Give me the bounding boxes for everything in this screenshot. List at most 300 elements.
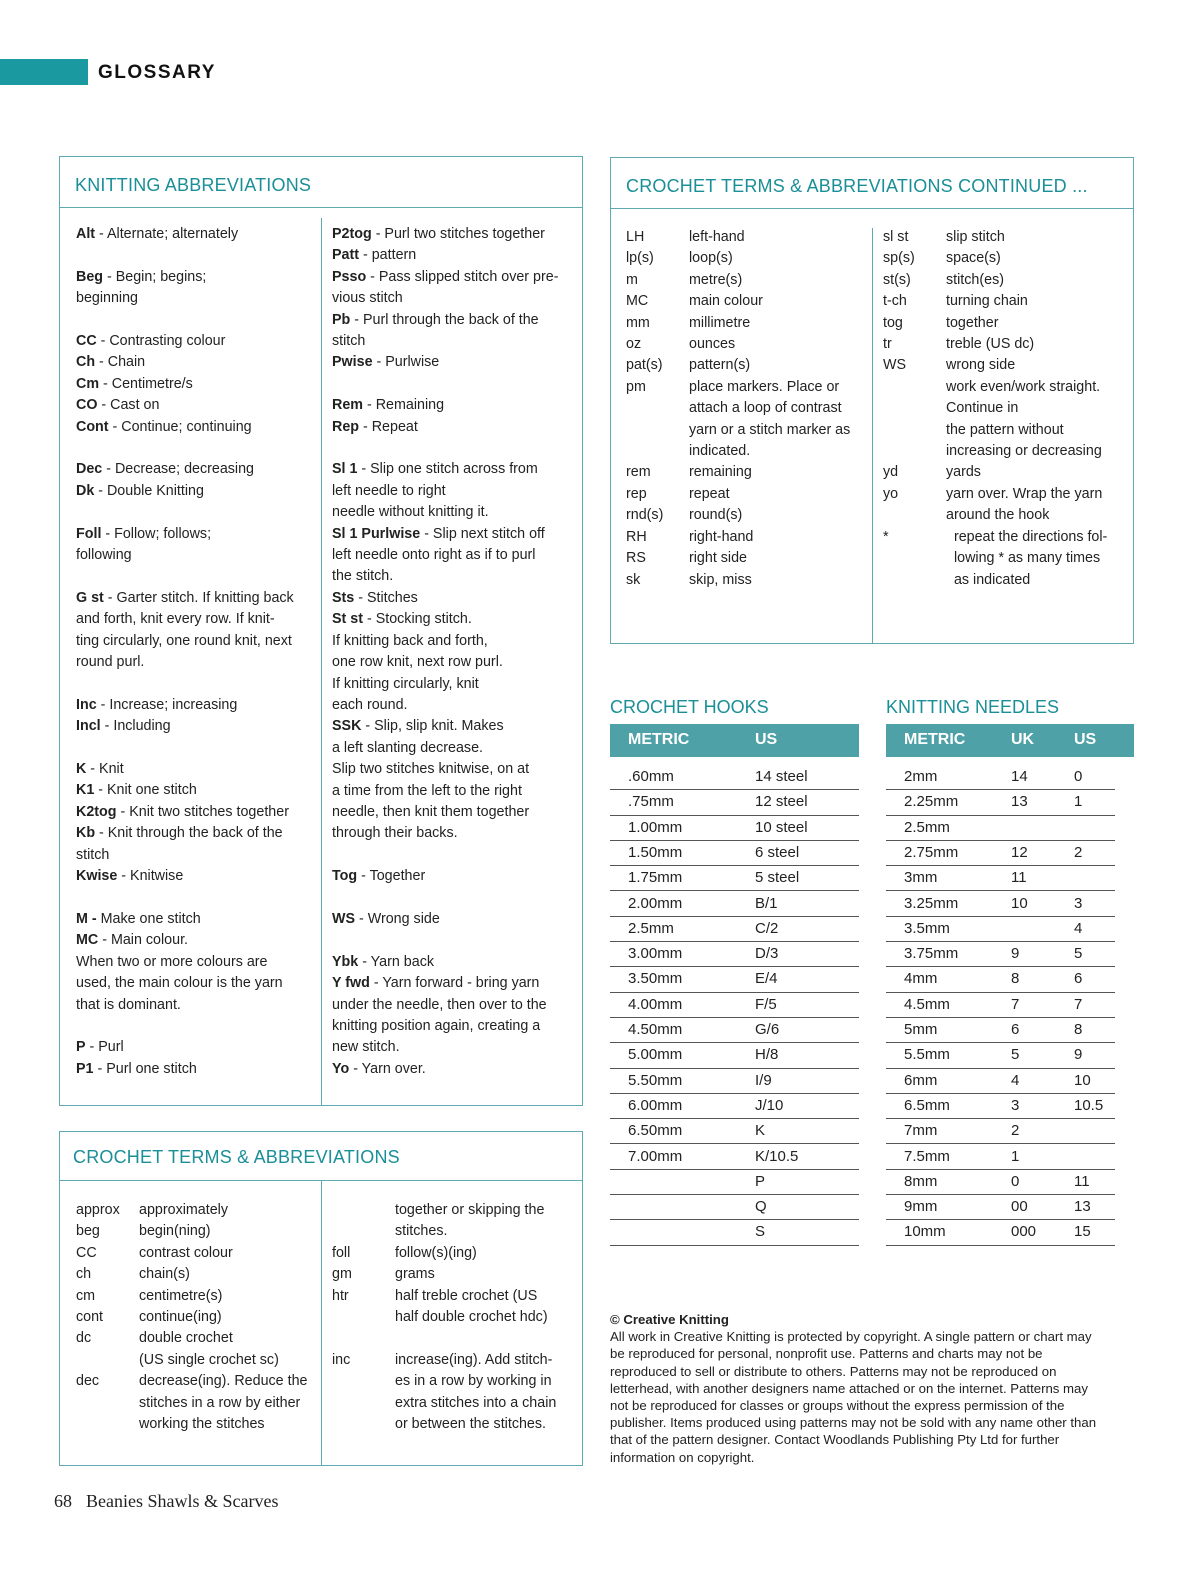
glossary-line bbox=[332, 310, 577, 331]
term-definition: ting circularly, one round knit, next bbox=[76, 632, 292, 649]
table-cell: 5.5mm bbox=[904, 1046, 950, 1064]
glossary-line bbox=[76, 823, 316, 844]
term-abbrev: P2tog bbox=[332, 226, 372, 242]
term-definition: - Stocking stitch. bbox=[362, 611, 472, 628]
copyright-body bbox=[610, 1328, 1135, 1466]
table-cell: 7mm bbox=[904, 1122, 938, 1140]
term-definition: grams bbox=[395, 1266, 435, 1283]
glossary-line bbox=[76, 545, 316, 566]
term-abbrev: Foll bbox=[76, 525, 102, 542]
table-cell: 00 bbox=[1011, 1198, 1028, 1216]
term-definition: knitting position again, creating a bbox=[332, 1017, 541, 1034]
table-cell: 5mm bbox=[904, 1021, 938, 1038]
glossary-line bbox=[76, 716, 316, 737]
term-definition: - Knit one stitch bbox=[94, 782, 197, 799]
term-abbrev: Cm bbox=[76, 375, 100, 392]
term-definition: - Slip, slip knit. Makes bbox=[361, 718, 504, 735]
term-definition: - Main colour. bbox=[98, 932, 189, 949]
term-abbrev: mm bbox=[626, 314, 650, 331]
term-definition: turning chain bbox=[946, 293, 1028, 310]
term-definition: under the needle, then over to the bbox=[332, 996, 547, 1013]
term-definition: half double crochet hdc) bbox=[395, 1309, 548, 1326]
term-row bbox=[883, 505, 1128, 526]
term-definition: a left slanting decrease. bbox=[332, 739, 484, 756]
table-cell: F/5 bbox=[755, 995, 777, 1013]
term-abbrev: Tog bbox=[332, 868, 358, 885]
glossary-line bbox=[332, 716, 577, 737]
page-title: GLOSSARY bbox=[98, 62, 216, 83]
page-footer bbox=[54, 1491, 278, 1512]
table-cell: S bbox=[755, 1223, 766, 1241]
term-abbrev: MC bbox=[626, 293, 649, 310]
term-row bbox=[626, 291, 871, 312]
term-definition: - Slip one stitch across from bbox=[357, 461, 538, 478]
glossary-line bbox=[332, 674, 577, 695]
table-row bbox=[886, 1069, 1115, 1094]
term-row bbox=[626, 441, 871, 462]
glossary-line bbox=[76, 695, 316, 716]
term-abbrev: tr bbox=[883, 336, 892, 353]
term-row bbox=[626, 248, 871, 269]
knitting-abbreviations-box bbox=[59, 156, 583, 1106]
term-row bbox=[626, 527, 871, 548]
term-abbrev: P1 bbox=[76, 1060, 94, 1077]
term-row bbox=[76, 1264, 316, 1285]
knitting-needles-header bbox=[886, 724, 1134, 757]
table-cell: 9 bbox=[1074, 1046, 1083, 1064]
table-cell: 2.5mm bbox=[628, 919, 674, 937]
section-title: CROCHET TERMS & ABBREVIATIONS bbox=[73, 1147, 400, 1167]
table-cell: .60mm bbox=[628, 768, 674, 785]
table-cell: 10mm bbox=[904, 1223, 946, 1241]
term-row bbox=[332, 1414, 577, 1435]
glossary-line bbox=[76, 973, 316, 994]
term-abbrev: WS bbox=[883, 357, 907, 374]
term-definition: yarn or a stitch marker as bbox=[689, 421, 851, 438]
term-abbrev: foll bbox=[332, 1244, 351, 1261]
table-cell: 1.00mm bbox=[628, 818, 683, 836]
term-abbrev: htr bbox=[332, 1287, 349, 1304]
term-definition: lowing * as many times bbox=[946, 550, 1101, 567]
term-row bbox=[76, 1221, 316, 1242]
glossary-line bbox=[76, 952, 316, 973]
table-row bbox=[610, 1094, 859, 1119]
table-cell: 000 bbox=[1011, 1223, 1037, 1241]
glossary-line bbox=[332, 524, 577, 545]
table-cell: 6 bbox=[1074, 970, 1083, 988]
table-cell: E/4 bbox=[755, 970, 778, 988]
term-abbrev: Beg bbox=[76, 268, 104, 285]
term-definition: (US single crochet sc) bbox=[139, 1351, 279, 1368]
term-definition: repeat bbox=[689, 485, 730, 502]
term-abbrev: M - bbox=[76, 910, 97, 927]
table-cell: K/10.5 bbox=[755, 1147, 799, 1165]
table-cell: 8 bbox=[1011, 970, 1020, 988]
term-abbrev: SSK bbox=[332, 718, 362, 735]
glossary-line bbox=[332, 909, 577, 930]
term-abbrev: Cont bbox=[76, 418, 109, 435]
glossary-line bbox=[76, 524, 316, 545]
table-cell: 3.5mm bbox=[904, 919, 950, 937]
term-abbrev: lp(s) bbox=[626, 250, 654, 267]
table-cell: 4.5mm bbox=[904, 995, 950, 1013]
term-row bbox=[76, 1307, 316, 1328]
term-definition: - Decrease; decreasing bbox=[102, 461, 255, 478]
term-abbrev: Ybk bbox=[332, 953, 359, 970]
term-row bbox=[626, 355, 871, 376]
table-row bbox=[610, 841, 859, 866]
term-abbrev: Inc bbox=[76, 696, 97, 713]
term-definition: together bbox=[946, 314, 999, 331]
term-abbrev: rep bbox=[626, 485, 647, 502]
table-row bbox=[886, 816, 1115, 841]
term-abbrev: st(s) bbox=[883, 271, 911, 288]
term-row bbox=[626, 398, 871, 419]
copyright-line: not be reproduced for classes or groups without the express permission of the bbox=[610, 1398, 1065, 1414]
term-row bbox=[76, 1328, 316, 1349]
term-definition: - Purl through the back of the bbox=[350, 311, 539, 328]
term-abbrev: rnd(s) bbox=[626, 507, 664, 524]
table-cell: 2.5mm bbox=[904, 818, 950, 836]
term-row bbox=[883, 548, 1128, 569]
term-definition: approximately bbox=[139, 1202, 228, 1218]
term-abbrev: cm bbox=[76, 1287, 96, 1304]
term-definition: - Together bbox=[357, 868, 426, 885]
table-cell: 1 bbox=[1074, 793, 1083, 811]
term-definition: - Wrong side bbox=[355, 910, 440, 927]
term-definition: When two or more colours are bbox=[76, 953, 268, 970]
glossary-line bbox=[332, 588, 577, 609]
glossary-line bbox=[332, 930, 577, 951]
table-cell: 15 bbox=[1074, 1223, 1091, 1241]
term-abbrev: Sl 1 bbox=[332, 461, 358, 478]
glossary-line bbox=[332, 995, 577, 1016]
table-row bbox=[886, 1220, 1115, 1245]
glossary-line bbox=[76, 845, 316, 866]
column-header-metric: METRIC bbox=[628, 731, 690, 748]
table-cell: 0 bbox=[1011, 1172, 1020, 1190]
term-definition: one row knit, next row purl. bbox=[332, 654, 503, 671]
table-cell: 10 bbox=[1011, 894, 1028, 912]
table-cell: 4 bbox=[1011, 1071, 1020, 1089]
table-row bbox=[886, 942, 1115, 967]
term-row bbox=[626, 227, 871, 248]
table-row bbox=[610, 1195, 859, 1220]
table-cell: 6mm bbox=[904, 1071, 938, 1089]
table-row bbox=[610, 993, 859, 1018]
term-row bbox=[626, 377, 871, 398]
table-cell: G/6 bbox=[755, 1021, 780, 1038]
glossary-line bbox=[332, 331, 577, 352]
term-definition: around the hook bbox=[946, 507, 1050, 524]
table-row bbox=[610, 1043, 859, 1068]
table-cell: 11 bbox=[1011, 869, 1027, 887]
table-cell: 10.5 bbox=[1074, 1096, 1104, 1114]
term-definition: - Alternate; alternately bbox=[95, 226, 239, 242]
term-abbrev: Sts bbox=[332, 589, 355, 606]
term-definition: attach a loop of contrast bbox=[689, 400, 842, 417]
glossary-line bbox=[76, 245, 316, 266]
knitting-abbrev-right-column bbox=[332, 224, 577, 1080]
crochet-hooks-header bbox=[610, 724, 859, 757]
term-definition: - Double Knitting bbox=[94, 482, 204, 499]
table-cell: H/8 bbox=[755, 1046, 779, 1064]
glossary-line bbox=[76, 909, 316, 930]
term-row bbox=[626, 334, 871, 355]
term-abbrev: ch bbox=[76, 1266, 92, 1283]
term-definition: Make one stitch bbox=[96, 910, 201, 927]
term-definition: through their backs. bbox=[332, 825, 458, 842]
table-cell: B/1 bbox=[755, 894, 778, 912]
glossary-line bbox=[76, 502, 316, 523]
column-header-us: US bbox=[755, 731, 778, 748]
glossary-line bbox=[332, 245, 577, 266]
glossary-line bbox=[76, 288, 316, 309]
term-row bbox=[883, 377, 1128, 398]
table-row bbox=[610, 942, 859, 967]
term-row bbox=[332, 1371, 577, 1392]
term-definition: millimetre bbox=[689, 314, 751, 331]
glossary-line bbox=[76, 1059, 316, 1080]
table-row bbox=[610, 967, 859, 992]
term-row bbox=[883, 570, 1128, 591]
table-cell: D/3 bbox=[755, 945, 779, 963]
table-cell: 3.75mm bbox=[904, 945, 959, 963]
glossary-line bbox=[332, 1059, 577, 1080]
term-definition: vious stitch bbox=[332, 290, 403, 307]
copyright-title: © Creative Knitting bbox=[610, 1312, 729, 1327]
term-definition: If knitting back and forth, bbox=[332, 632, 488, 649]
term-row bbox=[332, 1393, 577, 1414]
copyright-line: be reproduced for personal, nonprofit use. Patterns and charts may not be bbox=[610, 1346, 1043, 1362]
term-definition: right-hand bbox=[689, 528, 754, 545]
term-abbrev: CC bbox=[76, 333, 97, 349]
term-row bbox=[332, 1350, 577, 1371]
glossary-line bbox=[332, 288, 577, 309]
term-definition: and forth, knit every row. If knit- bbox=[76, 611, 275, 628]
table-cell: 10 bbox=[1074, 1071, 1091, 1089]
glossary-line bbox=[76, 887, 316, 908]
table-cell: 4.00mm bbox=[628, 995, 683, 1013]
table-row bbox=[886, 892, 1115, 917]
page-number: 68 bbox=[54, 1491, 72, 1511]
term-abbrev: CC bbox=[76, 1244, 97, 1261]
copyright-line: letterhead, with another designers name attached or on the internet. Patterns may bbox=[610, 1380, 1088, 1396]
term-row bbox=[626, 313, 871, 334]
term-abbrev: WS bbox=[332, 910, 356, 927]
glossary-line bbox=[332, 352, 577, 373]
table-cell: 3.50mm bbox=[628, 970, 683, 988]
term-row bbox=[883, 313, 1128, 334]
table-cell: Q bbox=[755, 1198, 767, 1216]
term-row bbox=[332, 1221, 577, 1242]
term-definition: - Purl two stitches together bbox=[371, 226, 545, 242]
glossary-line bbox=[76, 866, 316, 887]
term-definition: - Garter stitch. If knitting back bbox=[103, 589, 294, 606]
term-definition: stitches in a row by either bbox=[139, 1394, 301, 1411]
glossary-line bbox=[76, 481, 316, 502]
table-row bbox=[610, 816, 859, 841]
glossary-line bbox=[332, 888, 577, 909]
term-definition: - Yarn forward - bring yarn bbox=[369, 975, 540, 992]
term-definition: work even/work straight. bbox=[946, 378, 1101, 395]
term-row bbox=[76, 1393, 316, 1414]
term-definition: increase(ing). Add stitch- bbox=[395, 1351, 553, 1368]
term-abbrev: RS bbox=[626, 550, 646, 567]
term-row bbox=[76, 1350, 316, 1371]
table-cell: 6.5mm bbox=[904, 1096, 950, 1114]
term-definition: stitch bbox=[76, 846, 110, 863]
section-title: KNITTING ABBREVIATIONS bbox=[75, 175, 312, 195]
term-definition: - Increase; increasing bbox=[96, 696, 238, 713]
table-row bbox=[610, 917, 859, 942]
term-abbrev: * bbox=[883, 528, 889, 545]
term-definition: centimetre(s) bbox=[139, 1287, 223, 1304]
table-cell: J/10 bbox=[755, 1096, 784, 1114]
term-row bbox=[626, 505, 871, 526]
term-abbrev: yd bbox=[883, 464, 899, 481]
term-definition: - Begin; begins; bbox=[103, 268, 207, 285]
term-abbrev: MC bbox=[76, 932, 99, 949]
term-abbrev: P bbox=[76, 1039, 86, 1056]
term-row bbox=[332, 1328, 577, 1349]
glossary-line bbox=[332, 973, 577, 994]
glossary-line bbox=[332, 438, 577, 459]
table-cell: P bbox=[755, 1172, 766, 1190]
glossary-line bbox=[76, 995, 316, 1016]
knitting-abbrev-left-column bbox=[76, 224, 316, 1080]
term-row bbox=[626, 548, 871, 569]
table-cell: 9mm bbox=[904, 1198, 938, 1216]
glossary-line bbox=[76, 267, 316, 288]
term-definition: - pattern bbox=[359, 247, 417, 264]
table-cell: 3.25mm bbox=[904, 894, 959, 912]
term-definition: - Repeat bbox=[359, 418, 418, 435]
term-definition: - Follow; follows; bbox=[101, 525, 212, 542]
table-row bbox=[886, 790, 1115, 815]
term-definition: that is dominant. bbox=[76, 996, 181, 1013]
table-row bbox=[886, 765, 1115, 790]
glossary-line bbox=[76, 738, 316, 759]
table-cell: 1 bbox=[1011, 1147, 1020, 1165]
term-definition: yards bbox=[946, 464, 981, 481]
term-definition: - Chain bbox=[95, 354, 146, 371]
table-cell: 6 steel bbox=[755, 843, 800, 861]
glossary-line bbox=[332, 609, 577, 630]
term-definition: space(s) bbox=[946, 250, 1001, 267]
term-definition: es in a row by working in bbox=[395, 1373, 552, 1390]
term-definition: pattern(s) bbox=[689, 357, 751, 374]
term-definition: needle without knitting it. bbox=[332, 504, 489, 521]
column-header-us: US bbox=[1074, 731, 1097, 748]
glossary-line bbox=[76, 673, 316, 694]
table-row bbox=[610, 892, 859, 917]
term-abbrev: cont bbox=[76, 1309, 104, 1326]
term-definition: decrease(ing). Reduce the bbox=[139, 1373, 308, 1390]
term-definition: - Including bbox=[100, 718, 171, 735]
term-row bbox=[332, 1307, 577, 1328]
table-cell: K bbox=[755, 1122, 766, 1140]
term-definition: - Cast on bbox=[97, 397, 160, 414]
glossary-line bbox=[332, 759, 577, 780]
box-header bbox=[60, 1132, 582, 1181]
term-abbrev: inc bbox=[332, 1351, 351, 1368]
table-cell: 8 bbox=[1074, 1021, 1083, 1038]
crochet-terms-continued-box bbox=[610, 157, 1134, 644]
term-abbrev: Alt bbox=[76, 226, 96, 242]
column-header-uk: UK bbox=[1011, 731, 1035, 748]
table-cell: 6 bbox=[1011, 1021, 1020, 1038]
table-cell: 13 bbox=[1074, 1198, 1091, 1216]
glossary-line bbox=[332, 802, 577, 823]
table-cell: 5.50mm bbox=[628, 1071, 683, 1089]
table-cell: 14 bbox=[1011, 768, 1028, 785]
table-row bbox=[610, 1069, 859, 1094]
term-row bbox=[332, 1200, 577, 1221]
term-definition: as indicated bbox=[946, 571, 1031, 588]
table-cell: 2 bbox=[1011, 1122, 1020, 1140]
box-header bbox=[611, 158, 1133, 209]
table-cell: 5 steel bbox=[755, 869, 800, 887]
table-cell: 3.00mm bbox=[628, 945, 683, 963]
section-title: CROCHET TERMS & ABBREVIATIONS CONTINUED ... bbox=[626, 176, 1088, 196]
term-abbrev: Y fwd bbox=[332, 975, 370, 992]
term-definition: Slip two stitches knitwise, on at bbox=[332, 761, 530, 778]
term-abbrev: beg bbox=[76, 1223, 100, 1240]
glossary-line bbox=[332, 459, 577, 480]
table-cell: 8mm bbox=[904, 1172, 938, 1190]
table-cell: 3 bbox=[1011, 1096, 1020, 1114]
term-definition: - Yarn back bbox=[358, 953, 434, 970]
term-abbrev: approx bbox=[76, 1202, 120, 1218]
table-cell: 2.75mm bbox=[904, 843, 959, 861]
term-definition: needle, then knit them together bbox=[332, 803, 530, 820]
glossary-line bbox=[76, 609, 316, 630]
table-cell: 10 steel bbox=[755, 818, 808, 836]
glossary-line bbox=[332, 481, 577, 502]
table-cell: 6.00mm bbox=[628, 1096, 683, 1114]
glossary-line bbox=[76, 652, 316, 673]
term-abbrev: Kb bbox=[76, 825, 96, 842]
glossary-line bbox=[76, 930, 316, 951]
table-cell: 12 steel bbox=[755, 793, 808, 811]
glossary-line bbox=[76, 631, 316, 652]
table-cell: 5 bbox=[1011, 1046, 1020, 1064]
term-definition: working the stitches bbox=[139, 1416, 265, 1433]
crochet-terms-box bbox=[59, 1131, 583, 1466]
term-row bbox=[332, 1286, 577, 1307]
box-header bbox=[60, 157, 582, 208]
term-definition: - Purl one stitch bbox=[93, 1060, 197, 1077]
term-definition: left-hand bbox=[689, 229, 745, 245]
term-definition: left needle onto right as if to purl bbox=[332, 547, 536, 564]
copyright-notice bbox=[610, 1311, 1135, 1466]
term-definition: increasing or decreasing bbox=[946, 443, 1102, 460]
glossary-line bbox=[332, 267, 577, 288]
term-definition: - Knitwise bbox=[117, 868, 184, 885]
term-definition: contrast colour bbox=[139, 1244, 233, 1261]
term-row bbox=[626, 420, 871, 441]
term-abbrev: Kwise bbox=[76, 868, 118, 885]
glossary-line bbox=[76, 588, 316, 609]
term-definition: stitch bbox=[332, 333, 366, 350]
term-definition: Continue in bbox=[946, 400, 1019, 417]
term-abbrev: Incl bbox=[76, 718, 101, 735]
term-definition: - Pass slipped stitch over pre- bbox=[366, 268, 559, 285]
table-row bbox=[886, 866, 1115, 891]
term-row bbox=[883, 334, 1128, 355]
term-definition: round(s) bbox=[689, 507, 743, 524]
